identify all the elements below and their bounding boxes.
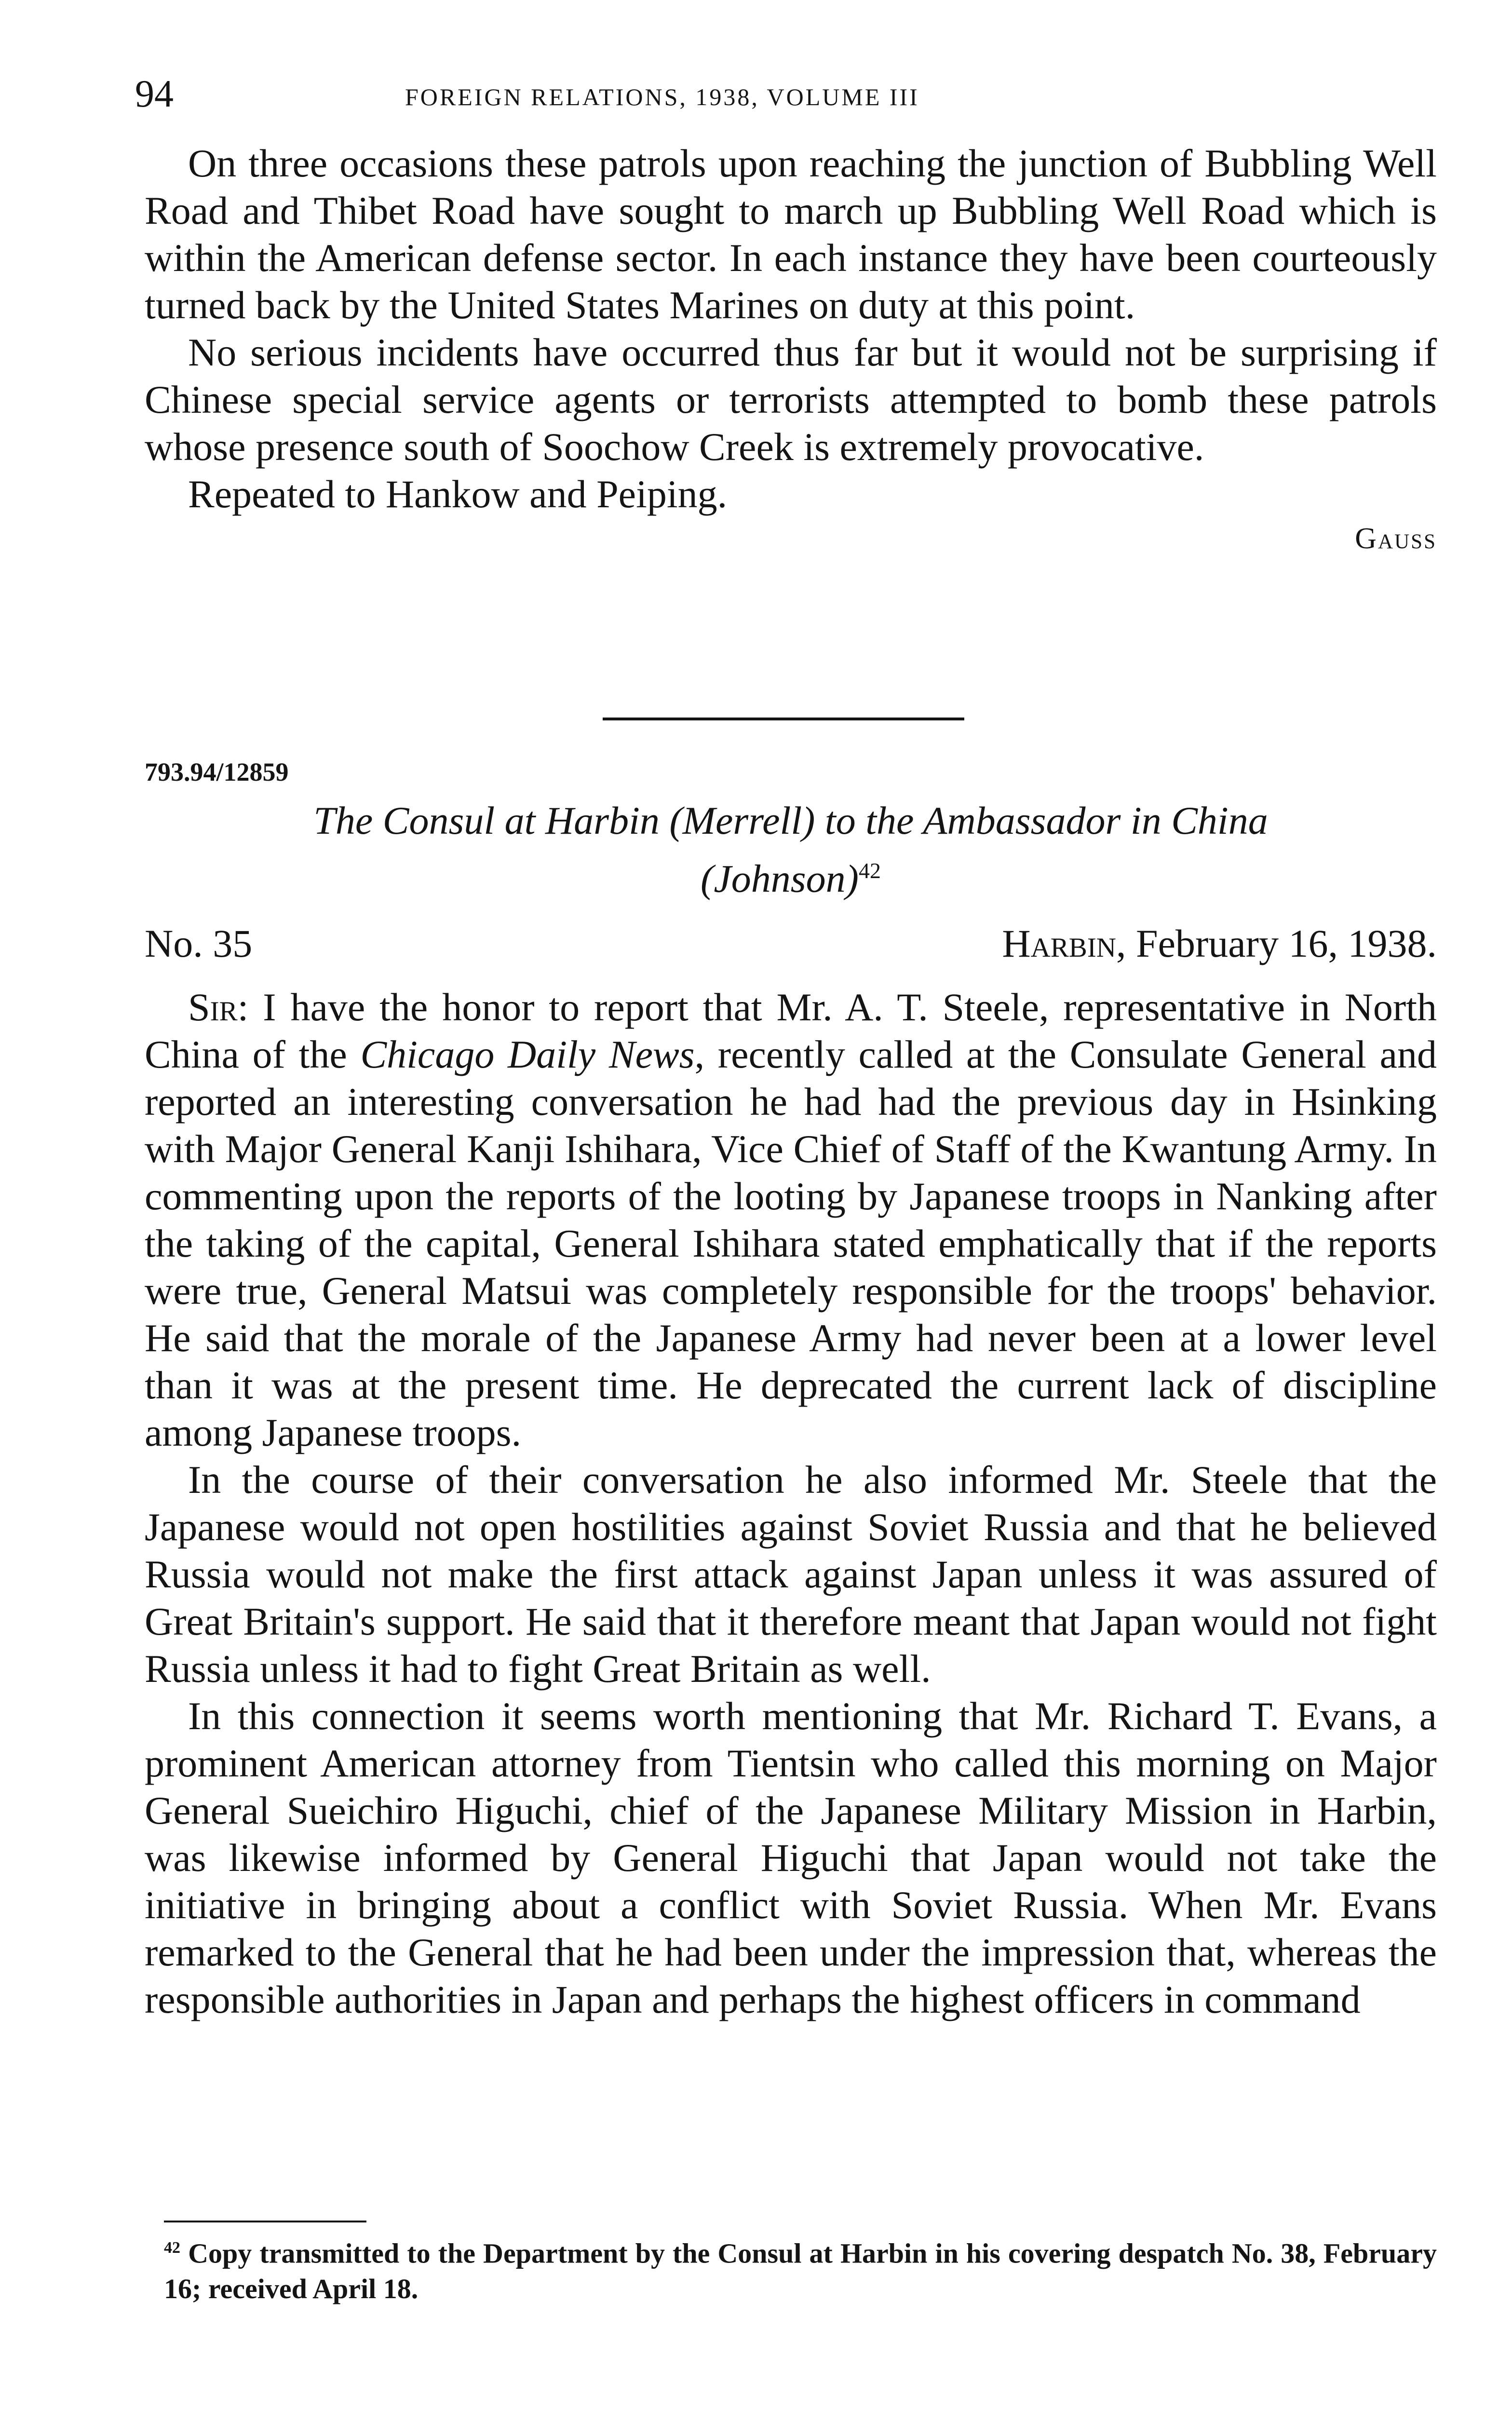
paragraph: Repeated to Hankow and Peiping. [188, 472, 728, 516]
paragraph: On three occasions these patrols upon reaching the junction of Bubbling Well Road and Thibet Road have sought to march up Bubbling Well Road which is within the American defense sector. In each instance they have been courteously turned back by the United States Marines on duty at this point. [145, 141, 1437, 327]
paragraph-text: , recently called at the Consulate General and reported an interesting conversation he had had the previous day in Hsinking with Major General Kanji Ishihara, Vice Chief of Staff of the Kwantung Army. In commenting upon the reports of the looting by Japanese troops in Nanking after the taking of the capital, General Ishihara stated emphatically that if the reports were true, General Matsui was completely responsible for the troops' behavior. He said that the morale of the Japanese Army had never been at a lower level than it was at the present time. He deprecated the current lack of discipline among Japanese troops. [145, 1032, 1437, 1454]
footnote-text: Copy transmitted to the Department by the Consul at Harbin in his covering despatch No. 38, February 16; received April 18. [164, 2237, 1437, 2305]
paragraph: In the course of their conversation he also informed Mr. Steele that the Japanese would not open hostilities against Soviet Russia and that he believed Russia would not make the first attack against Japan unless it was assured of Great Britain's support. He said that it therefore meant that Japan would not fight Russia unless it had to fight Great Britain as well. [145, 1458, 1437, 1691]
footnote-divider [164, 2221, 366, 2222]
footnote [164, 2230, 1437, 2307]
signature: Gauss [1355, 522, 1437, 555]
footnote-number: 42 [164, 2239, 180, 2257]
title-line: The Consul at Harbin (Merrell) to the Ambassador in China [313, 799, 1268, 842]
dateline [145, 921, 1437, 969]
previous-document-continuation [145, 140, 1437, 556]
paragraph: No serious incidents have occurred thus far but it would not be surprising if Chinese special service agents or terrorists attempted to bomb these patrols whose presence south of Soochow Creek is extremely provocative. [145, 330, 1437, 469]
newspaper-title: Chicago Daily News [360, 1032, 695, 1076]
file-number: 793.94/12859 [145, 758, 289, 786]
paragraph-text: I have the honor to report that Mr. A. T. Steele, representative in North China of the [145, 985, 1437, 1076]
despatch-number: No. 35 [145, 921, 253, 965]
place-date [1002, 921, 1437, 966]
title-line: (Johnson) [701, 856, 859, 901]
running-title: FOREIGN RELATIONS, 1938, VOLUME III [405, 83, 919, 110]
section-divider [603, 718, 964, 720]
document-body [145, 984, 1437, 2023]
page-header [135, 72, 1398, 130]
paragraph: In this connection it seems worth mentioning that Mr. Richard T. Evans, a prominent American attorney from Tientsin who called this morning on Major General Sueichiro Higuchi, chief of the Japanese Military Mission in Harbin, was likewise informed by General Higuchi that Japan would not take the initiative in bringing about a conflict with Soviet Russia. When Mr. Evans remarked to the General that he had been under the impression that, whereas the responsible authorities in Japan and perhaps the highest officers in command [145, 1694, 1437, 2021]
page-number: 94 [135, 73, 174, 115]
paragraph [145, 984, 1437, 1456]
title-line-2 [145, 846, 1437, 904]
place: Harbin, [1002, 921, 1126, 965]
salutation: Sir: [188, 985, 249, 1029]
document-title [145, 796, 1437, 904]
footnote-marker: 42 [858, 858, 881, 883]
date: February 16, 1938. [1135, 921, 1437, 965]
